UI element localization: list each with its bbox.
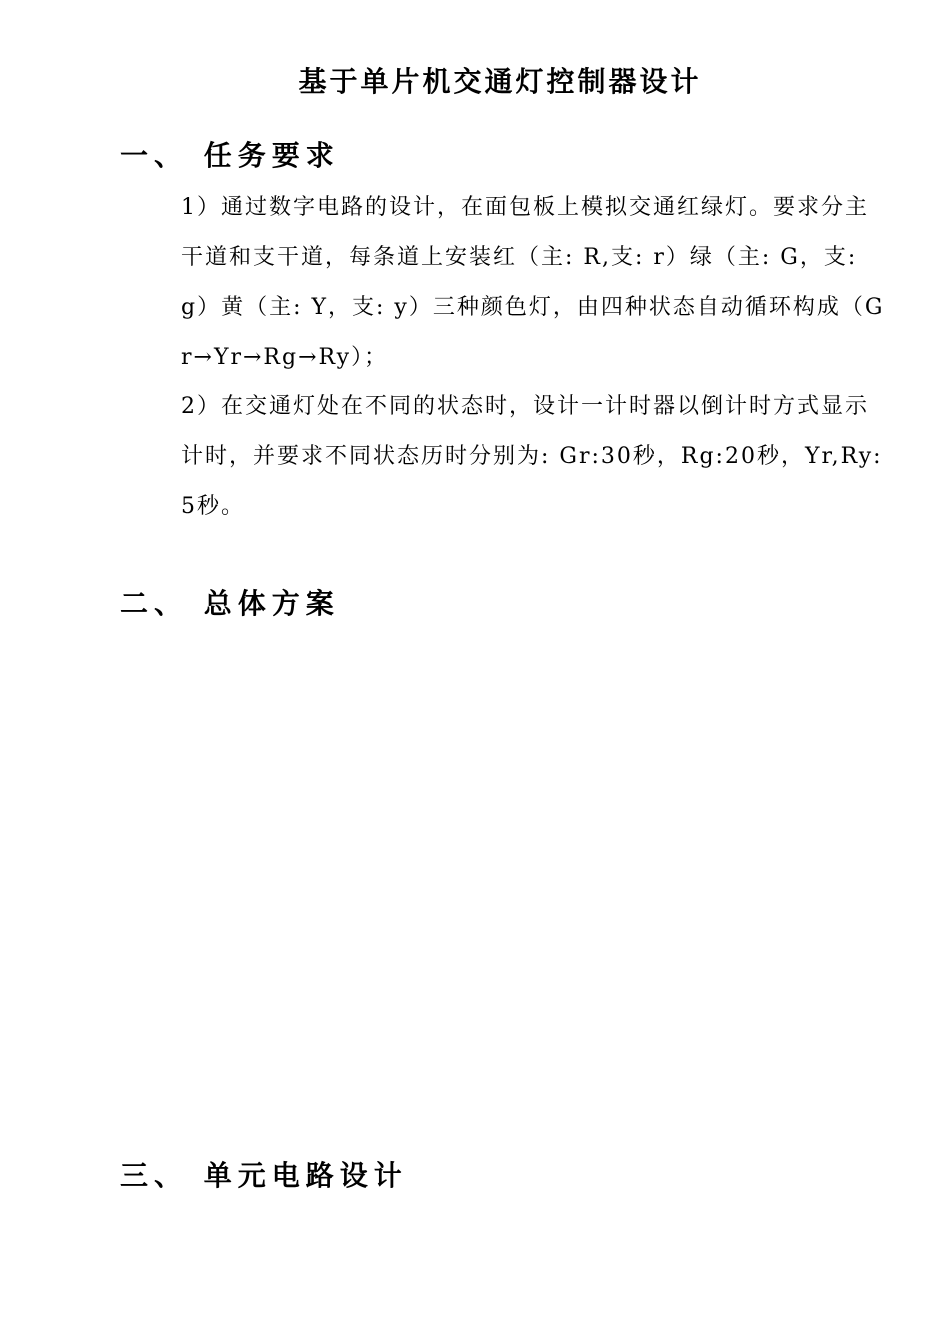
section-heading-task-requirements: 一、 任务要求 — [120, 139, 340, 172]
requirement-paragraph-1: 1）通过数字电路的设计，在面包板上模拟交通红绿灯。要求分主干道和支干道，每条道上安装红（主: R,支: r）绿（主: G，支: g）黄（主: Y，支: y）三种颜色灯，由四种状态自动循环构成（Gr→Yr→Rg→Ry）； — [181, 195, 885, 370]
requirement-paragraph-2: 2）在交通灯处在不同的状态时，设计一计时器以倒计时方式显示计时，并要求不同状态历时分别为: Gr:30秒，Rg:20秒，Yr,Ry:5秒。 — [181, 394, 883, 519]
document-title: 基于单片机交通灯控制器设计 — [298, 65, 702, 98]
section-heading-unit-circuit-design: 三、 单元电路设计 — [120, 1159, 408, 1192]
section-heading-overall-scheme: 二、 总体方案 — [120, 587, 340, 620]
